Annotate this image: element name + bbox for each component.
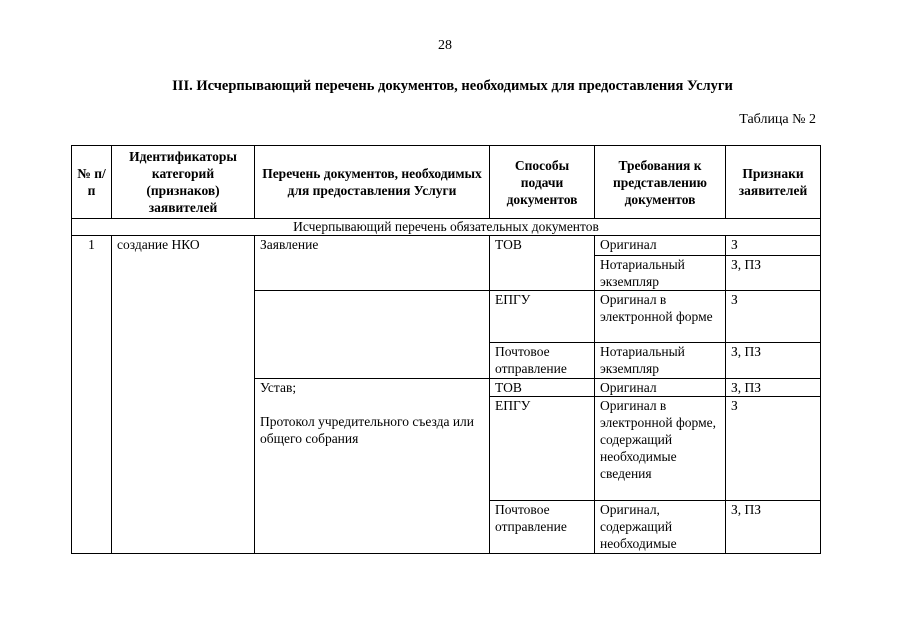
requirement-cell: Оригинал в электронной форме, содержащий необходимые сведения — [595, 397, 726, 501]
signs-cell: З, ПЗ — [726, 256, 821, 291]
header-row — [72, 146, 821, 219]
method-cell: ТОВ — [490, 236, 595, 291]
subheader-mandatory-documents: Исчерпывающий перечень обязательных документов — [72, 219, 821, 236]
method-cell: ЕПГУ — [490, 397, 595, 501]
section-title: III. Исчерпывающий перечень документов, необходимых для предоставления Услуги — [172, 78, 733, 94]
page-number: 28 — [438, 38, 452, 53]
method-cell: ЕПГУ — [490, 291, 595, 343]
requirement-cell: Оригинал в электронной форме — [595, 291, 726, 343]
requirement-cell: Нотариальный экземпляр — [595, 256, 726, 291]
table-row — [72, 236, 821, 256]
documents-table — [71, 145, 821, 554]
requirement-cell: Нотариальный экземпляр — [595, 343, 726, 379]
table-caption: Таблица № 2 — [739, 112, 816, 127]
signs-cell: З — [726, 236, 821, 256]
method-cell: ТОВ — [490, 379, 595, 397]
signs-cell: З — [726, 291, 821, 343]
signs-cell: З, ПЗ — [726, 379, 821, 397]
category-cell: создание НКО — [112, 236, 255, 554]
signs-cell: З, ПЗ — [726, 501, 821, 554]
requirement-cell: Оригинал — [595, 379, 726, 397]
document-statement: Заявление — [255, 236, 490, 291]
document-charter — [255, 379, 490, 554]
row-number: 1 — [72, 236, 112, 554]
header-applicant-signs: Признаки заявителей — [726, 146, 821, 219]
method-cell: Почтовое отправление — [490, 501, 595, 554]
requirement-cell: Оригинал — [595, 236, 726, 256]
signs-cell: З, ПЗ — [726, 343, 821, 379]
charter-label: Устав; — [260, 380, 297, 395]
header-identifiers: Идентификаторы категорий (признаков) заявителей — [112, 146, 255, 219]
method-cell: Почтовое отправление — [490, 343, 595, 379]
document-statement-continued — [255, 291, 490, 379]
requirement-cell: Оригинал, содержащий необходимые — [595, 501, 726, 554]
header-requirements: Требования к представлению документов — [595, 146, 726, 219]
subheader-row — [72, 219, 821, 236]
header-documents: Перечень документов, необходимых для предоставления Услуги — [255, 146, 490, 219]
signs-cell: З — [726, 397, 821, 501]
header-num: № п/п — [72, 146, 112, 219]
protocol-label: Протокол учредительного съезда или общего собрания — [260, 414, 475, 446]
header-methods: Способы подачи документов — [490, 146, 595, 219]
